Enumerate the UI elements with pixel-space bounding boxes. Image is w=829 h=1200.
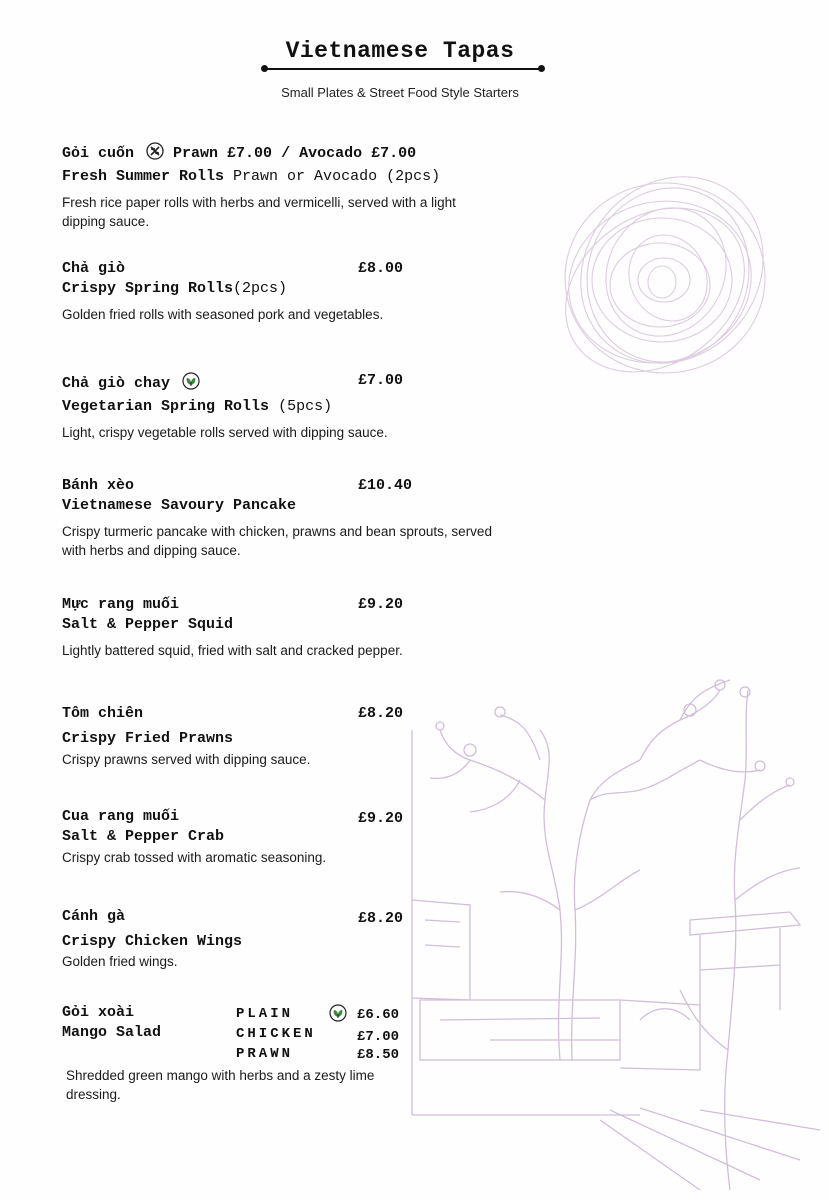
item-vn-name: Mực rang muối [62,596,180,613]
item-price: £8.20 [358,705,404,722]
item-price: £8.20 [358,910,404,927]
item-description: Light, crispy vegetable rolls served with dipping sauce. [62,425,388,440]
item-description: Golden fried wings. [62,954,178,969]
item-price: £7.00 [358,372,404,389]
item-en-suffix: (5pcs) [278,398,333,415]
item-description: Crispy turmeric pancake with chicken, prawns and bean sprouts, served with herbs and dipping sauce. [62,524,492,558]
item-en-name: Salt & Pepper Crab [62,828,225,845]
option-chicken-price: £7.00 [357,1029,400,1045]
item-en-name: Crispy Fried Prawns [62,730,234,747]
item-price: £10.40 [358,477,413,494]
item-price: £9.20 [358,596,404,613]
menu-title: Vietnamese Tapas [285,38,515,64]
menu-item-cha-gio [62,260,492,324]
menu-item-goi-cuon [62,142,492,231]
item-description: Golden fried rolls with seasoned pork and vegetables. [62,307,384,322]
menu-item-cha-gio-chay [62,372,492,442]
gluten-free-icon [146,142,164,165]
item-description: Crispy crab tossed with aromatic seasoning. [62,850,327,865]
item-description: Shredded green mango with herbs and a zesty lime dressing. [66,1068,375,1102]
menu-item-canh-ga [62,908,492,971]
menu-item-goi-xoai [62,1004,161,1041]
option-plain-price: £6.60 [357,1007,400,1023]
item-en-name: Salt & Pepper Squid [62,616,234,633]
item-en-name: Crispy Spring Rolls [62,280,234,297]
menu-item-banh-xeo [62,477,492,560]
item-vn-name: Chả giò chay [62,375,171,392]
menu-item-cua-rang-muoi [62,808,492,867]
option-chicken-label: CHICKEN [236,1026,316,1042]
item-price: £8.00 [358,260,404,277]
item-vn-name: Bánh xèo [62,477,135,494]
item-en-suffix: (2pcs) [233,280,288,297]
vegan-leaf-icon [329,1004,347,1027]
item-description: Lightly battered squid, fried with salt and cracked pepper. [62,643,403,658]
option-prawn-price: £8.50 [357,1047,400,1063]
option-plain-label: PLAIN [236,1006,294,1022]
item-vn-name: Tôm chiên [62,705,144,722]
item-description: Fresh rice paper rolls with herbs and vermicelli, served with a light dipping sauce. [62,195,456,229]
vegan-leaf-icon [182,372,200,395]
item-vn-name: Cua rang muối [62,808,180,825]
item-vn-name: Gỏi xoài [62,1004,135,1021]
menu-item-muc-rang-muoi [62,596,492,660]
item-vn-name: Chả giò [62,260,126,277]
menu-item-tom-chien [62,705,492,769]
item-vn-name: Gỏi cuốn [62,145,135,162]
item-en-name: Crispy Chicken Wings [62,933,243,950]
item-en-suffix: Prawn or Avocado (2pcs) [233,168,441,185]
item-en-name: Vietnamese Savoury Pancake [62,497,297,514]
item-en-name: Fresh Summer Rolls [62,168,225,185]
item-description: Crispy prawns served with dipping sauce. [62,752,311,767]
title-divider [264,68,542,70]
item-en-name: Vegetarian Spring Rolls [62,398,270,415]
option-prawn-label: PRAWN [236,1046,294,1062]
item-price: £9.20 [358,810,404,827]
item-inline-prices: Prawn £7.00 / Avocado £7.00 [173,145,417,162]
item-en-name: Mango Salad [62,1024,162,1041]
item-vn-name: Cánh gà [62,908,126,925]
menu-subtitle: Small Plates & Street Food Style Starters [281,85,519,100]
